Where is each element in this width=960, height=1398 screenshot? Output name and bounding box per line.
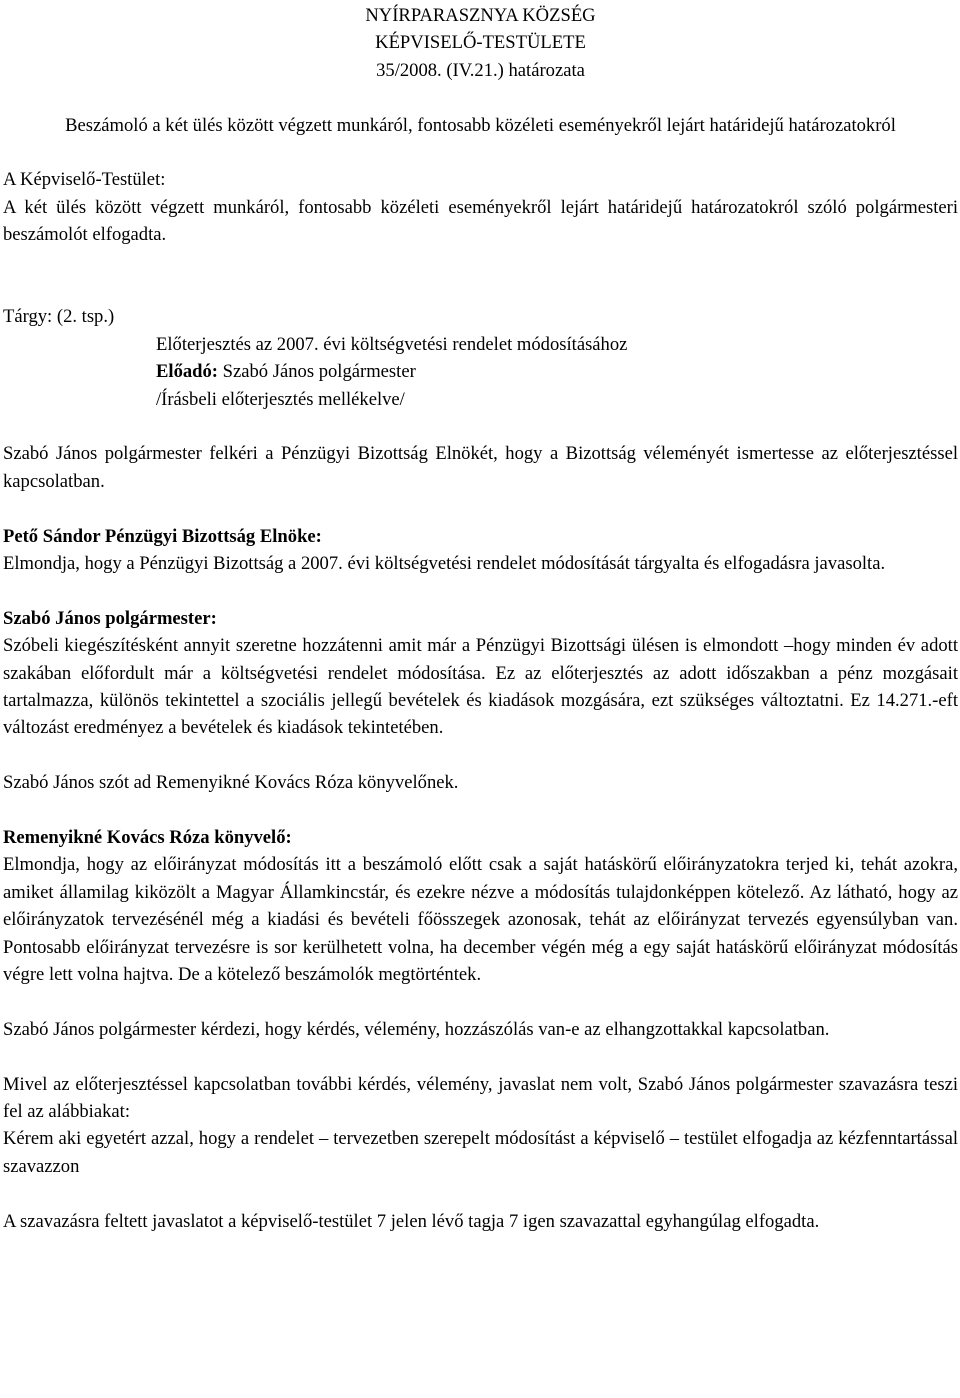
municipality-name: NYÍRPARASZNYA KÖZSÉG: [365, 5, 596, 26]
paragraph-mayor-request: Szabó János polgármester felkéri a Pénzügyi Bizottság Elnökét, hogy a Bizottság véleményét ismertesse az előterjesztéssel kapcsolatban.: [3, 443, 958, 492]
agenda-subject: Előterjesztés az 2007. évi költségvetési rendelet módosításához: [156, 333, 628, 355]
spacer: [3, 495, 958, 522]
spacer: [3, 1043, 958, 1070]
spacer: [3, 577, 958, 604]
paragraph-mayor-supplement: Szóbeli kiegészítésként annyit szeretne hozzátenni amit már a Pénzügyi Bizottsági ülésen is elmondott –hogy minden év adott szakában előfordult már a költségvetési rendelet módosítása. Ez az előterjesztés az adott időszakban a pénz mozgásait tartalmazza, különös tekintettel a szociális jellegű bevételek és kiadások mozgására, ezt szükséges változtatni. Ez 14.271.-eft változást eredményez a bevételek és kiadások tekintetében.: [3, 635, 958, 739]
spacer: [3, 249, 958, 276]
resolution-intro: A Képviselő-Testület:: [3, 169, 166, 191]
paragraph-floor-given: Szabó János szót ad Remenyikné Kovács Róza könyvelőnek.: [3, 772, 459, 794]
agenda-item: Tárgy: (2. tsp.): [3, 306, 115, 328]
paragraph-committee-opinion: Elmondja, hogy a Pénzügyi Bizottság a 2007. évi költségvetési rendelet módosítását tárgyalta és elfogadásra javasolta.: [3, 553, 886, 575]
body-name: KÉPVISELŐ-TESTÜLETE: [375, 32, 586, 54]
speaker-committee-chair: Pető Sándor Pénzügyi Bizottság Elnöke:: [3, 525, 322, 547]
paragraph-questions: Szabó János polgármester kérdezi, hogy kérdés, vélemény, hozzászólás van-e az elhangzottakkal kapcsolatban.: [3, 1018, 830, 1040]
spacer: [3, 1180, 958, 1207]
paragraph-vote-result: A szavazásra feltett javaslatot a képviselő-testület 7 jelen lévő tagja 7 igen szavazattal egyhangúlag elfogadta.: [3, 1210, 820, 1232]
spacer: [3, 797, 958, 824]
paragraph-vote-request: Kérem aki egyetért azzal, hogy a rendelet – tervezetben szerepelt módosítást a képviselő – testület elfogadja az kézfenntartással szavazzon: [3, 1128, 958, 1177]
presenter-name: Szabó János polgármester: [218, 361, 416, 383]
resolution-text: A két ülés között végzett munkáról, fontosabb közéleti eseményekről lejárt határidejű határozatokról szóló polgármesteri beszámolót elfogadta.: [3, 196, 958, 246]
resolution-title: Beszámoló a két ülés között végzett munkáról, fontosabb közéleti eseményekről lejárt határidejű határozatokról: [65, 114, 896, 136]
paragraph-accountant-statement: Elmondja, hogy az előirányzat módosítás itt a beszámoló előtt csak a saját hatáskörű előirányzatokra terjed ki, tehát azokra, amiket államilag kiközölt a Magyar Államkincstár, és ezekre nézve a módosítás tulajdonképpen kötelező. Az látható, hogy az előirányzatok tervezésénél még a kiadási és bevételi főösszegek azonosak, tehát az előirányzat tervezés egyensúlyban van. Pontosabb előirányzat tervezésre is sor kerülhetett volna, ha december végén még a egy saját hatáskörű előirányzat módosítás végre lett volna hajtva. De a kötelező beszámolók megtörténtek.: [3, 854, 958, 986]
speaker-mayor: Szabó János polgármester:: [3, 607, 217, 629]
presenter-label: Előadó:: [156, 361, 218, 383]
agenda-note: /Írásbeli előterjesztés mellékelve/: [156, 388, 405, 410]
paragraph-vote-call: Mivel az előterjesztéssel kapcsolatban további kérdés, vélemény, javaslat nem volt, Szabó János polgármester szavazásra teszi fel az alábbiakat:: [3, 1073, 958, 1123]
spacer: [3, 276, 958, 303]
spacer: [3, 413, 958, 440]
speaker-accountant: Remenyikné Kovács Róza könyvelő:: [3, 827, 292, 849]
spacer: [3, 84, 958, 111]
document-header: [3, 2, 958, 84]
spacer: [3, 742, 958, 769]
agenda-presenter: [3, 358, 958, 385]
resolution-number: 35/2008. (IV.21.) határozata: [376, 59, 585, 81]
spacer: [3, 139, 958, 166]
spacer: [3, 988, 958, 1015]
